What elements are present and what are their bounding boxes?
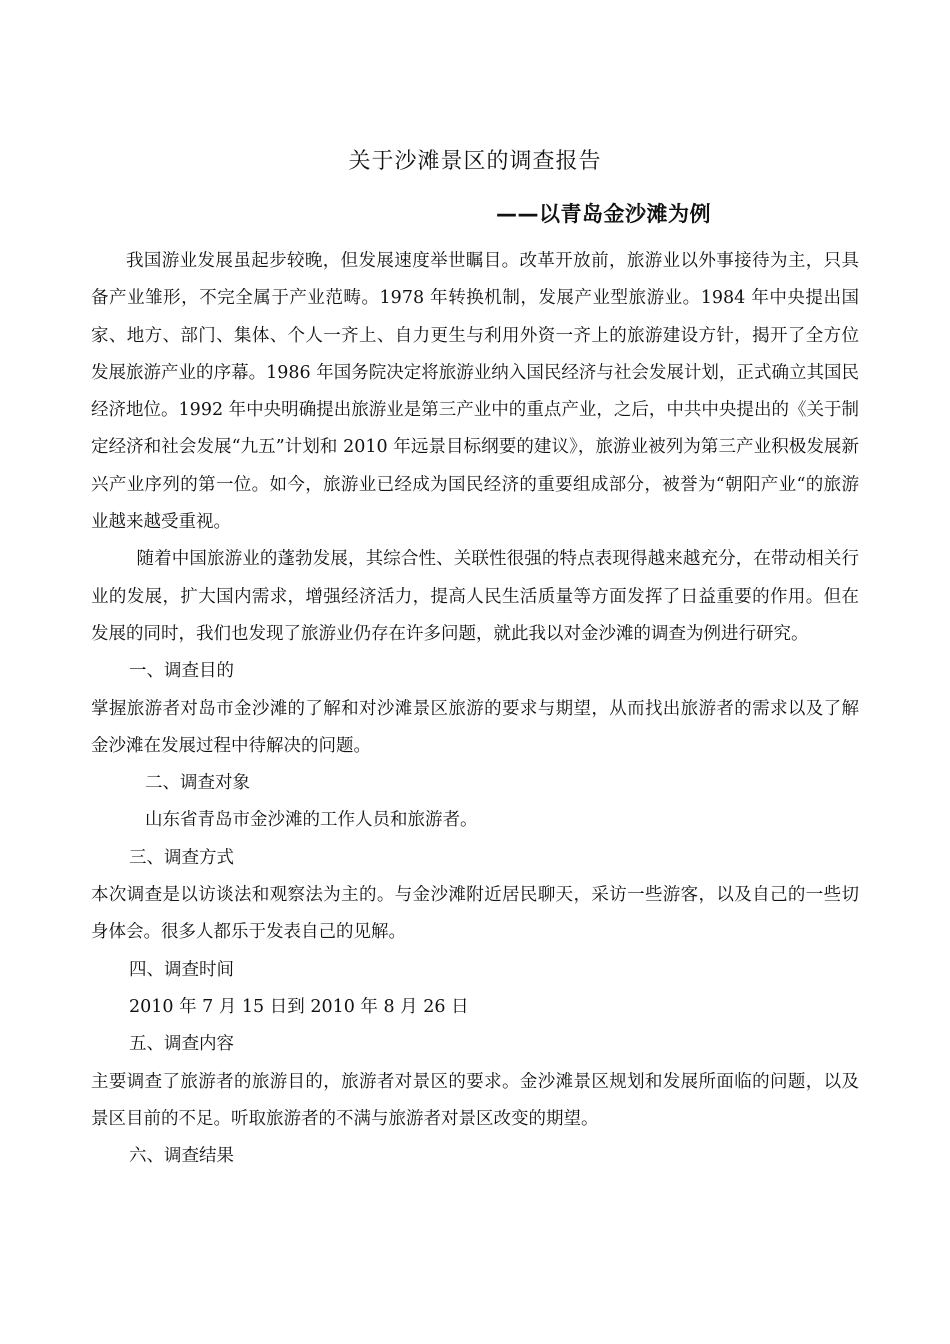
section-heading-purpose: 一、调查目的: [129, 661, 234, 682]
section-heading-method: 三、调查方式: [129, 847, 234, 868]
section-text-content: 主要调查了旅游者的旅游目的，旅游者对景区的要求。金沙滩景区规划和发展所面临的问题，以及景区目前的不足。听取旅游者的不满与旅游者对景区改变的期望。: [91, 1071, 859, 1129]
section-heading-results: 六、调查结果: [129, 1146, 234, 1167]
section-heading-content: 五、调查内容: [129, 1034, 234, 1055]
document-title: 关于沙滩景区的调查报告: [348, 149, 602, 174]
intro-paragraph-1: 我国游业发展虽起步较晚，但发展速度举世瞩目。改革开放前，旅游业以外事接待为主，只具备产业雏形，不完全属于产业范畴。1978 年转换机制，发展产业型旅游业。1984 年中央提出国家、地方、部门、集体、个人一齐上、自力更生与利用外资一齐上的旅游建设方针，揭开了全方位发展旅游产业的序幕。1986 年国务院决定将旅游业纳入国民经济与社会发展计划，正式确立其国民经济地位。1992 年中央明确提出旅游业是第三产业中的重点产业，之后，中共中央提出的《关于制定经济和社会发展“九五”计划和 2010 年远景目标纲要的建议》，旅游业被列为第三产业积极发展新兴产业序列的第一位。如今，旅游业已经成为国民经济的重要组成部分，被誉为“朝阳产业“的旅游业越来越受重视。: [91, 251, 859, 533]
section-text-subjects: 山东省青岛市金沙滩的工作人员和旅游者。: [145, 810, 478, 831]
intro-paragraph-2: 随着中国旅游业的蓬勃发展，其综合性、关联性很强的特点表现得越来越充分，在带动相关行业的发展，扩大国内需求，增强经济活力，提高人民生活质量等方面发挥了日益重要的作用。但在发展的同时，我们也发现了旅游业仍存在许多问题，就此我以对金沙滩的调查为例进行研究。: [91, 549, 859, 644]
section-heading-subjects: 二、调查对象: [145, 773, 250, 794]
section-heading-time: 四、调查时间: [129, 959, 234, 980]
section-text-time: 2010 年 7 月 15 日到 2010 年 8 月 26 日: [129, 996, 469, 1017]
document-subtitle: ——以青岛金沙滩为例: [496, 202, 711, 226]
document-body: [91, 243, 859, 1175]
section-text-method: 本次调查是以访谈法和观察法为主的。与金沙滩附近居民聊天，采访一些游客，以及自己的一些切身体会。很多人都乐于发表自己的见解。: [91, 885, 859, 943]
section-text-purpose: 掌握旅游者对岛市金沙滩的了解和对沙滩景区旅游的要求与期望，从而找出旅游者的需求以及了解金沙滩在发展过程中待解决的问题。: [91, 698, 859, 756]
